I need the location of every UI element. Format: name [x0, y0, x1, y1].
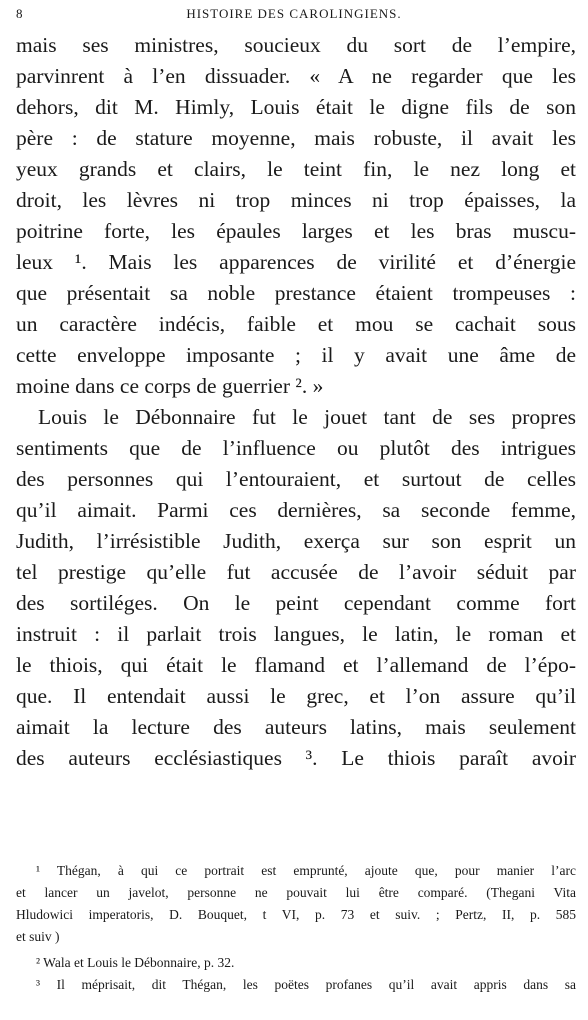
body-line: yeux grands et clairs, le teint fin, le nez long et: [16, 157, 576, 181]
footnote-1-line: et suiv ): [16, 929, 60, 944]
body-line: aimait la lecture des auteurs latins, mais seulement: [16, 715, 576, 739]
body-line: mais ses ministres, soucieux du sort de l’empire,: [16, 33, 576, 57]
body-line: que présentait sa noble prestance étaient trompeuses :: [16, 281, 576, 305]
running-title: HISTOIRE DES CAROLINGIENS.: [186, 6, 402, 21]
body-line: moine dans ce corps de guerrier ². »: [16, 374, 324, 398]
body-line: qu’il aimait. Parmi ces dernières, sa seconde femme,: [16, 498, 576, 522]
body-line: instruit : il parlait trois langues, le latin, le roman et: [16, 622, 576, 646]
page-number: 8: [16, 6, 24, 21]
body-line: dehors, dit M. Himly, Louis était le digne fils de son: [16, 95, 576, 119]
main-text: [16, 30, 576, 774]
footnotes: [16, 860, 576, 996]
body-line: cette enveloppe imposante ; il y avait une âme de: [16, 343, 576, 367]
body-line: leux ¹. Mais les apparences de virilité et d’énergie: [16, 250, 576, 274]
page-header: [16, 6, 572, 26]
footnote-1-line: et lancer un javelot, personne ne pouvait lui être comparé. (Thegani Vita: [16, 885, 576, 900]
body-line: que. Il entendait aussi le grec, et l’on assure qu’il: [16, 684, 576, 708]
body-line: des auteurs ecclésiastiques ³. Le thiois paraît avoir: [16, 746, 576, 770]
body-line: tel prestige qu’elle fut accusée de l’avoir séduit par: [16, 560, 576, 584]
body-line: le thiois, qui était le flamand et l’allemand de l’épo-: [16, 653, 576, 677]
body-line: un caractère indécis, faible et mou se cachait sous: [16, 312, 576, 336]
body-line: poitrine forte, les épaules larges et les bras muscu-: [16, 219, 576, 243]
footnote-1-line: Hludowici imperatoris, D. Bouquet, t VI, p. 73 et suiv. ; Pertz, II, p. 585: [16, 907, 576, 922]
body-line: des sortiléges. On le peint cependant comme fort: [16, 591, 576, 615]
body-line: Louis le Débonnaire fut le jouet tant de ses propres: [38, 405, 576, 429]
body-line: père : de stature moyenne, mais robuste, il avait les: [16, 126, 576, 150]
body-line: parvinrent à l’en dissuader. « A ne regarder que les: [16, 64, 576, 88]
footnote-2: ² Wala et Louis le Débonnaire, p. 32.: [36, 955, 235, 970]
footnote-3: ³ Il méprisait, dit Thégan, les poëtes profanes qu’il avait appris dans sa: [36, 977, 576, 992]
body-line: Judith, l’irrésistible Judith, exerça sur son esprit un: [16, 529, 576, 553]
body-line: droit, les lèvres ni trop minces ni trop épaisses, la: [16, 188, 576, 212]
footnote-1-line: ¹ Thégan, à qui ce portrait est emprunté, ajoute que, pour manier l’arc: [36, 863, 576, 878]
body-line: des personnes qui l’entouraient, et surtout de celles: [16, 467, 576, 491]
body-line: sentiments que de l’influence ou plutôt des intrigues: [16, 436, 576, 460]
